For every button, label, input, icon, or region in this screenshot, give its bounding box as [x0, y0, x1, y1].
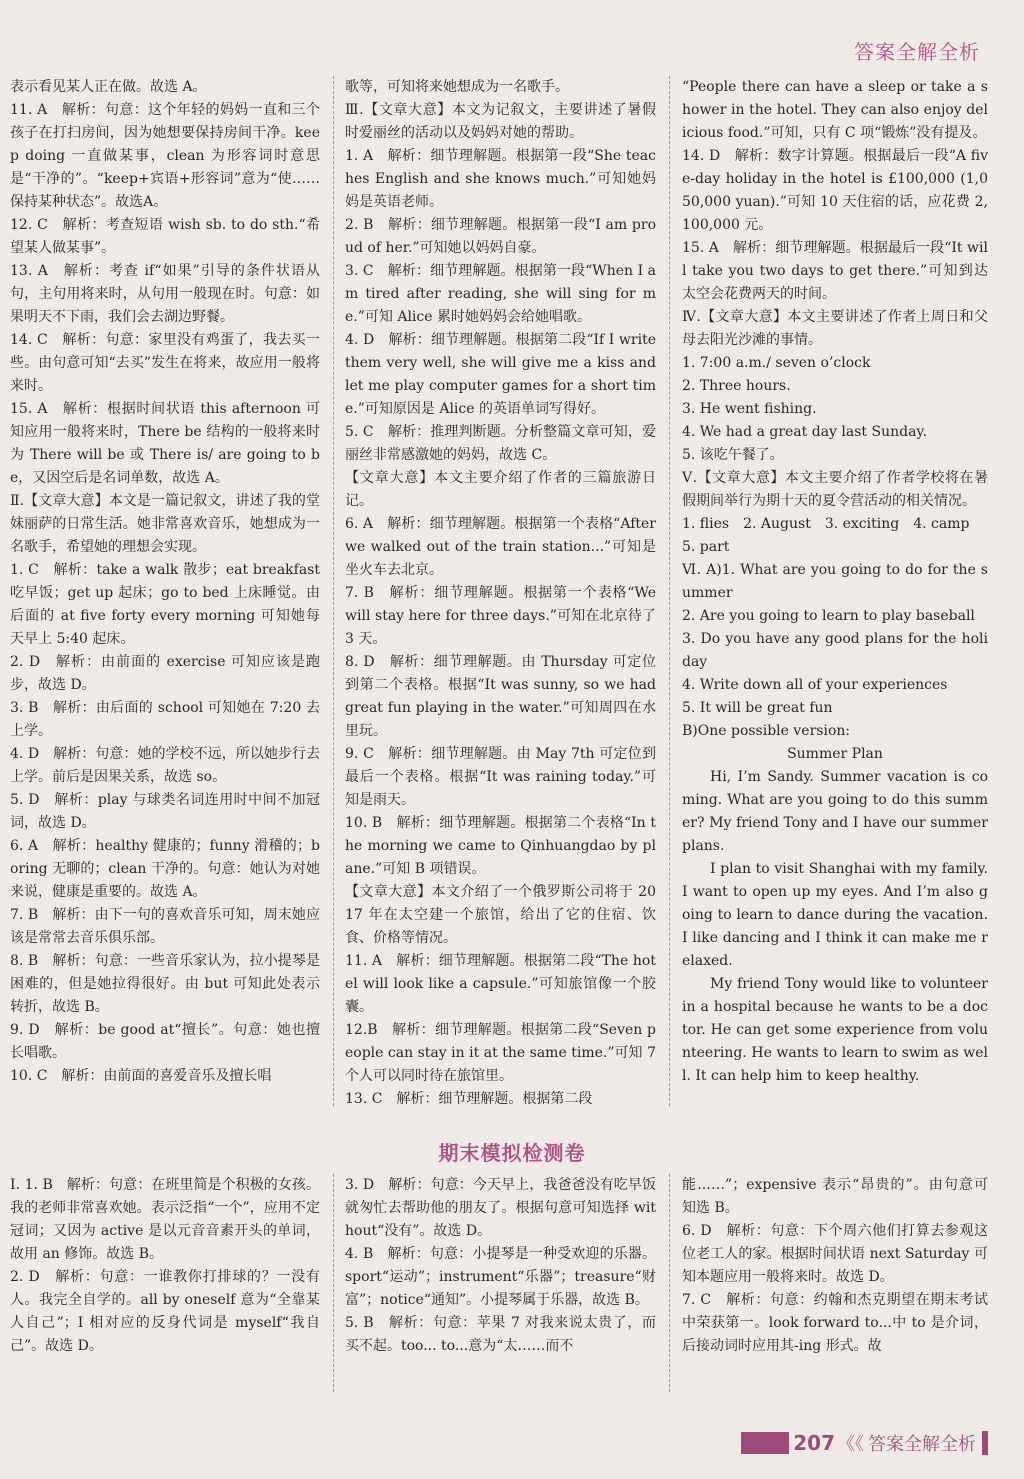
answer-paragraph: 9. C 解析：细节理解题。由 May 7th 可定位到最后一个表格。根据“It was raining today.”可知是雨天。 [345, 746, 656, 808]
answer-paragraph: 歌等，可知将来她想成为一名歌手。 [345, 79, 569, 95]
answer-paragraph: 11. A 解析：句意：这个年轻的妈妈一直和三个孩子在打扫房间，因为她想要保持房间干净。keep doing 一直做某事，clean 为形容词时意思是“干净的”。“keep+宾语+形容词”意为“使……保持某种状态”。故选A。 [10, 102, 320, 210]
essay-paragraph: My friend Tony would like to volunteer in a hospital because he wants to be a doctor. He can get some experience from volunteering. He wants to learn to swim as well. It can help him to keep healthy. [682, 976, 988, 1084]
answer-paragraph: 能……”；expensive 表示“昂贵的”。由句意可知选 B。 [682, 1177, 988, 1216]
answer-paragraph: 2. D 解析：由前面的 exercise 可知应该是跑步，故选 D。 [10, 654, 320, 693]
answer-paragraph: 5. part [682, 539, 730, 555]
answer-paragraph: 11. A 解析：细节理解题。根据第二段“The hotel will look like a capsule.”可知旅馆像一个胶囊。 [345, 953, 656, 1015]
answer-paragraph: Ⅲ.【文章大意】本文为记叙文，主要讲述了暑假时爱丽丝的活动以及妈妈对她的帮助。 [345, 102, 656, 141]
bottom-column-2 [345, 1174, 656, 1358]
essay-paragraph: I plan to visit Shanghai with my family. I want to open up my eyes. And I’m also going to learn to dance during the vacation. I like dancing and I think it can make me relaxed. [682, 861, 988, 969]
answer-paragraph: 6. D 解析：句意：下个周六他们打算去参观这位老工人的家。根据时间状语 next Saturday 可知本题应用一般将来时。故选 D。 [682, 1223, 988, 1285]
answer-paragraph: Ⅰ. 1. B 解析：句意：在班里简是个积极的女孩。我的老师非常喜欢她。表示泛指“一个”，应用不定冠词；又因为 active 是以元音音素开头的单词，故用 an 修饰。故选 B。 [10, 1177, 320, 1262]
essay-paragraph: Hi, I’m Sandy. Summer vacation is coming. What are you going to do this summer? My friend Tony and I have our summer plans. [682, 769, 988, 854]
answer-paragraph: 4. D 解析：细节理解题。根据第二段“If I write them very well, she will give me a kiss and let me play computer games for a short time.”可知原因是 Alice 的英语单词写得好。 [345, 332, 656, 417]
answer-paragraph: 3. Do you have any good plans for the holiday [682, 631, 988, 670]
answer-paragraph: 表示看见某人正在做。故选 A。 [10, 79, 207, 95]
answer-paragraph: 【文章大意】本文主要介绍了作者的三篇旅游日记。 [345, 470, 656, 509]
answer-paragraph: 10. B 解析：细节理解题。根据第二个表格“In the morning we came to Qinhuangdao by plane.”可知 B 项错误。 [345, 815, 656, 877]
answer-paragraph: 1. 7:00 a.m./ seven o’clock [682, 355, 871, 371]
answer-paragraph: 4. B 解析：句意：小提琴是一种受欢迎的乐器。sport“运动”；instrument“乐器”；treasure“财富”；notice“通知”。小提琴属于乐器，故选 B。 [345, 1246, 656, 1308]
footer-bar [741, 1432, 789, 1454]
page-number: 207 [793, 1431, 835, 1455]
answer-paragraph: 2. Are you going to learn to play baseball [682, 608, 975, 624]
answer-paragraph: 8. B 解析：句意：一些音乐家认为，拉小提琴是困难的，但是她拉得很好。由 but 可知此处表示转折，故选 B。 [10, 953, 320, 1015]
answer-paragraph: “People there can have a sleep or take a shower in the hotel. They can also enjoy delicious food.”可知，只有 C 项“锻炼”没有提及。 [682, 79, 988, 141]
answer-paragraph: Ⅳ.【文章大意】本文主要讲述了作者上周日和父母去阳光沙滩的事情。 [682, 309, 988, 348]
answer-paragraph: 7. B 解析：细节理解题。根据第一个表格“We will stay here for three days.”可知在北京待了 3 天。 [345, 585, 656, 647]
answer-paragraph: 4. D 解析：句意：她的学校不远，所以她步行去上学。前后是因果关系，故选 so。 [10, 746, 320, 785]
answer-column-1 [10, 76, 320, 1088]
header-title: 答案全解全析 [854, 40, 980, 64]
answer-paragraph: 3. B 解析：由后面的 school 可知她在 7:20 去上学。 [10, 700, 320, 739]
bottom-column-1 [10, 1174, 320, 1358]
answer-paragraph: B)One possible version: [682, 723, 851, 739]
answer-paragraph: 2. D 解析：句意：一谁教你打排球的？一没有人。我完全自学的。all by oneself 意为“全靠某人自己”；I 相对应的反身代词是 myself“我自己”。故选 D。 [10, 1269, 320, 1354]
answer-paragraph: 13. A 解析：考查 if“如果”引导的条件状语从句，主句用将来时，从句用一般现在时。句意：如果明天不下雨，我们会去湖边野餐。 [10, 263, 320, 325]
answer-paragraph: 12. C 解析：考查短语 wish sb. to do sth.“希望某人做某事”。 [10, 217, 320, 256]
answer-paragraph: 7. B 解析：由下一句的喜欢音乐可知，周末她应该是常常去音乐俱乐部。 [10, 907, 320, 946]
answer-paragraph: 12.B 解析：细节理解题。根据第二段“Seven people can stay in it at the same time.”可知 7 个人可以同时待在旅馆里。 [345, 1022, 656, 1084]
column-divider [669, 1174, 670, 1392]
answer-paragraph: 5. D 解析：play 与球类名词连用时中间不加冠词，故选 D。 [10, 792, 320, 831]
answer-paragraph: 4. We had a great day last Sunday. [682, 424, 927, 440]
answer-paragraph: 2. B 解析：细节理解题。根据第一段“I am proud of her.”可知她以妈妈自豪。 [345, 217, 656, 256]
answer-paragraph: 【文章大意】本文介绍了一个俄罗斯公司将于 2017 年在太空建一个旅馆，给出了它的住宿、饮食、价格等情况。 [345, 884, 656, 946]
answer-paragraph: Ⅱ.【文章大意】本文是一篇记叙文，讲述了我的堂妹丽萨的日常生活。她非常喜欢音乐，她想成为一名歌手，希望她的理想会实现。 [10, 493, 320, 555]
answer-paragraph: 6. A 解析：细节理解题。根据第一个表格“After we walked out of the train station...”可知是坐火车去北京。 [345, 516, 656, 578]
footer-label: 答案全解全析 [868, 1434, 976, 1455]
bottom-column-3 [682, 1174, 988, 1358]
answer-paragraph: 10. C 解析：由前面的喜爱音乐及擅长唱 [10, 1068, 272, 1084]
answer-paragraph: 1. flies 2. August 3. exciting 4. camp [682, 516, 970, 532]
column-divider [669, 76, 670, 1106]
answer-paragraph: 2. Three hours. [682, 378, 791, 394]
answer-paragraph: Ⅴ.【文章大意】本文主要介绍了作者学校将在暑假期间举行为期十天的夏令营活动的相关情况。 [682, 470, 988, 509]
answer-paragraph: 15. A 解析：细节理解题。根据最后一段“It will take you two days to get there.”可知到达太空会花费两天的时间。 [682, 240, 988, 302]
answer-paragraph: 3. D 解析：句意：今天早上，我爸爸没有吃早饭就匆忙去帮助他的朋友了。根据句意可知选择 without“没有”。故选 D。 [345, 1177, 656, 1239]
answer-paragraph: 7. C 解析：句意：约翰和杰克期望在期末考试中荣获第一。look forward to...中 to 是介词，后接动词时应用其-ing 形式。故 [682, 1292, 988, 1354]
answer-paragraph: 14. D 解析：数字计算题。根据最后一段“A five-day holiday in the hotel is £100,000 (1,050,000 yuan).”可知 10 天住宿的话，应花费 2,100,000 元。 [682, 148, 988, 233]
answer-column-3 [682, 76, 988, 1088]
answer-paragraph: 3. C 解析：细节理解题。根据第一段“When I am tired after reading, she will sing for me.”可知 Alice 累时她妈妈会给她唱歌。 [345, 263, 656, 325]
answer-paragraph: 6. A 解析：healthy 健康的；funny 滑稽的；boring 无聊的；clean 干净的。句意：她认为对她来说，健康是重要的。故选 A。 [10, 838, 320, 900]
answer-paragraph: 1. A 解析：细节理解题。根据第一段“She teaches English and she knows much.”可知她妈妈是英语老师。 [345, 148, 656, 210]
answer-paragraph: 5. C 解析：推理判断题。分析整篇文章可知，爱丽丝非常感激她的妈妈，故选 C。 [345, 424, 656, 463]
answer-paragraph: Ⅵ. A)1. What are you going to do for the summer [682, 562, 988, 601]
answer-paragraph: 9. D 解析：be good at“擅长”。句意：她也擅长唱歌。 [10, 1022, 320, 1061]
footer-end-bar [982, 1431, 988, 1455]
section-title: 期末模拟检测卷 [438, 1141, 586, 1165]
answer-paragraph: 14. C 解析：句意：家里没有鸡蛋了，我去买一些。由句意可知“去买”发生在将来，故应用一般将来时。 [10, 332, 320, 394]
page-footer [741, 1426, 988, 1460]
answer-paragraph: 15. A 解析：根据时间状语 this afternoon 可知应用一般将来时，There be 结构的一般将来时为 There will be 或 There is/ are going to be，又因空后是名词单数，故选 A。 [10, 401, 320, 486]
double-chevron-icon: 《《 [837, 1434, 864, 1455]
answer-paragraph: 13. C 解析：细节理解题。根据第二段 [345, 1091, 593, 1107]
column-divider [333, 1174, 334, 1392]
answer-column-2 [345, 76, 656, 1111]
answer-paragraph: 5. 该吃午餐了。 [682, 447, 784, 463]
answer-paragraph: 4. Write down all of your experiences [682, 677, 948, 693]
answer-paragraph: 5. It will be great fun [682, 700, 833, 716]
answer-paragraph: 3. He went fishing. [682, 401, 817, 417]
answer-paragraph: 1. C 解析：take a walk 散步；eat breakfast 吃早饭；get up 起床；go to bed 上床睡觉。由后面的 at five forty every morning 可知她每天早上 5:40 起床。 [10, 562, 320, 647]
answer-paragraph: 5. B 解析：句意：苹果 7 对我来说太贵了，而买不起。too... to...意为“太……而不 [345, 1315, 656, 1354]
column-divider [333, 76, 334, 1106]
essay-title: Summer Plan [787, 746, 883, 762]
answer-paragraph: 8. D 解析：细节理解题。由 Thursday 可定位到第二个表格。根据“It was sunny, so we had great fun playing in the water.”可知周四在水里玩。 [345, 654, 656, 739]
